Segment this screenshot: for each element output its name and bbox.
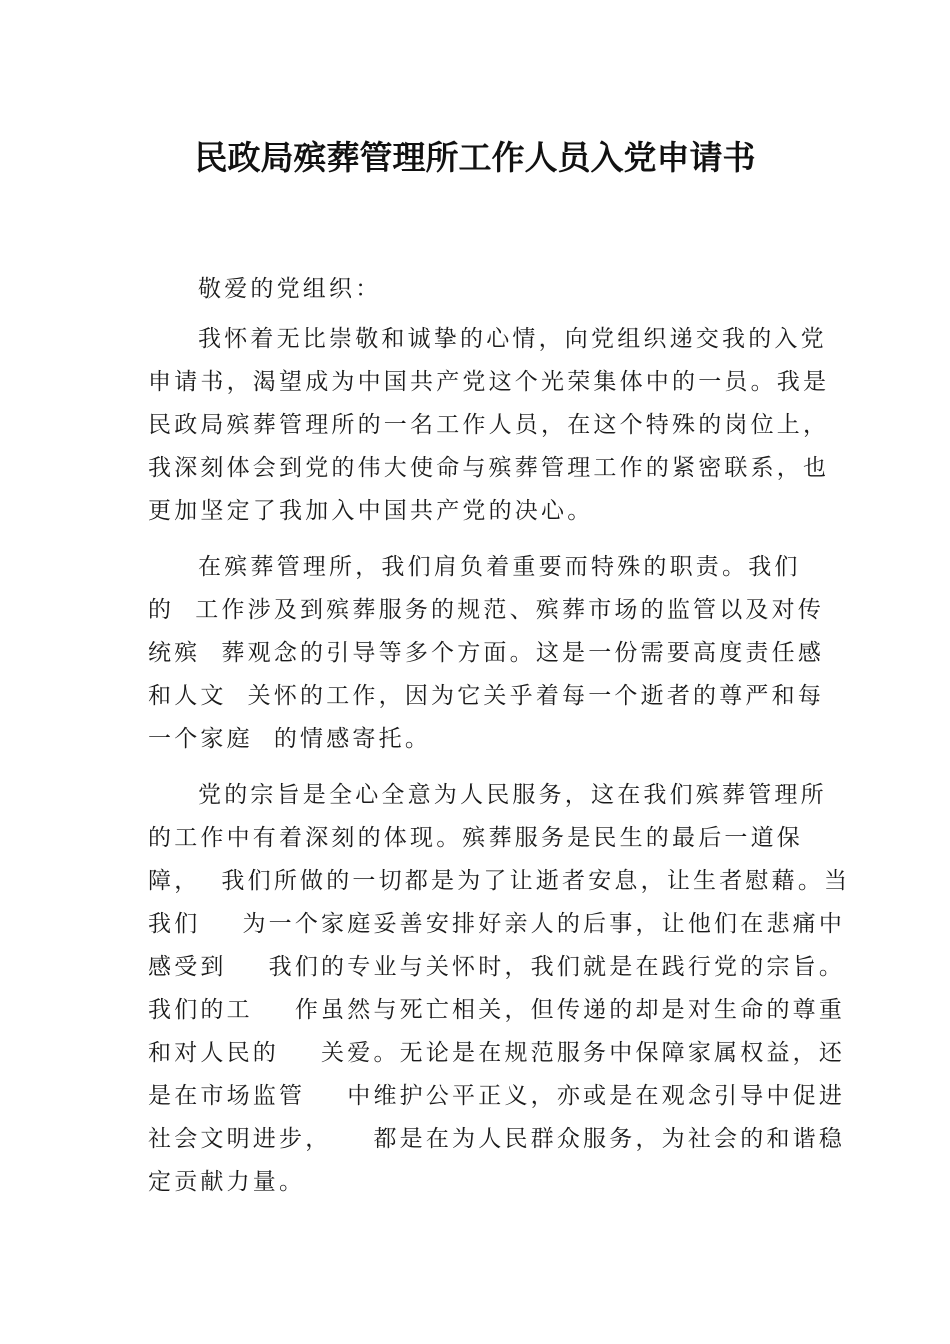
paragraph-3-line-6: 我们的工 作虽然与死亡相关，但传递的却是对生命的尊重 [148, 997, 846, 1023]
paragraph-3-line-2: 的工作中有着深刻的体现。殡葬服务是民生的最后一道保 [148, 825, 803, 851]
paragraph-3-line-10: 定贡献力量。 [148, 1169, 306, 1195]
paragraph-3-line-3: 障， 我们所做的一切都是为了让逝者安息，让生者慰藉。当 [148, 868, 851, 894]
paragraph-2-line-4: 和人文 关怀的工作，因为它关乎着每一个逝者的尊严和每 [148, 683, 825, 709]
paragraph-3-line-1: 党的宗旨是全心全意为人民服务，这在我们殡葬管理所 [198, 782, 827, 808]
salutation: 敬爱的党组织： [198, 276, 382, 302]
paragraph-1-line-4: 我深刻体会到党的伟大使命与殡葬管理工作的紧密联系，也 [148, 455, 830, 481]
paragraph-2-line-3: 统殡 葬观念的引导等多个方面。这是一份需要高度责任感 [148, 640, 825, 666]
paragraph-2-line-2: 的 工作涉及到殡葬服务的规范、殡葬市场的监管以及对传 [148, 597, 825, 623]
document-title: 民政局殡葬管理所工作人员入党申请书 [194, 138, 756, 177]
paragraph-1-line-3: 民政局殡葬管理所的一名工作人员，在这个特殊的岗位上， [148, 412, 830, 438]
paragraph-1-line-2: 申请书，渴望成为中国共产党这个光荣集体中的一员。我是 [148, 369, 830, 395]
paragraph-3-line-8: 是在市场监管 中维护公平正义，亦或是在观念引导中促进 [148, 1083, 846, 1109]
paragraph-3-line-5: 感受到 我们的专业与关怀时，我们就是在践行党的宗旨。 [148, 954, 846, 980]
paragraph-3-line-9: 社会文明进步， 都是在为人民群众服务，为社会的和谐稳 [148, 1126, 846, 1152]
paragraph-3-line-7: 和对人民的 关爱。无论是在规范服务中保障家属权益，还 [148, 1040, 846, 1066]
paragraph-3-line-4: 我们 为一个家庭妥善安排好亲人的后事，让他们在悲痛中 [148, 911, 846, 937]
paragraph-2-line-1: 在殡葬管理所，我们肩负着重要而特殊的职责。我们 [198, 554, 801, 580]
paragraph-1-line-5: 更加坚定了我加入中国共产党的决心。 [148, 498, 594, 524]
paragraph-1-line-1: 我怀着无比崇敬和诚挚的心情，向党组织递交我的入党 [198, 326, 827, 352]
paragraph-2-line-5: 一个家庭 的情感寄托。 [148, 726, 432, 752]
